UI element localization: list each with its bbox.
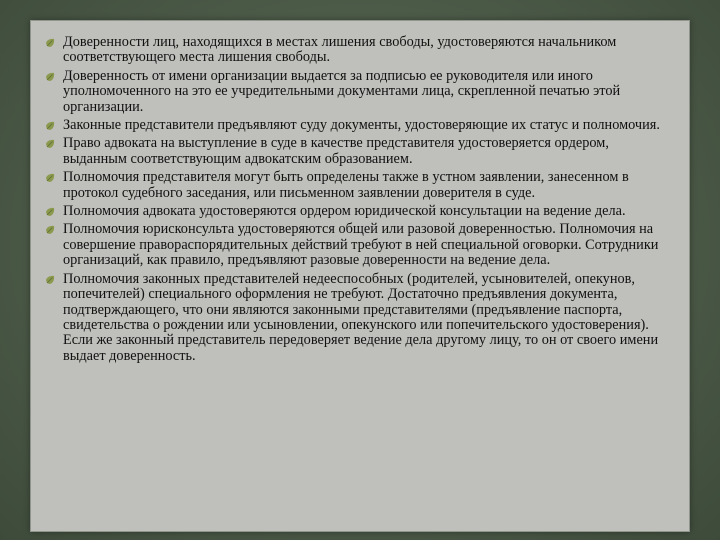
leaf-bullet-icon — [45, 121, 55, 131]
list-item — [43, 272, 673, 364]
list-item-text: Доверенности лиц, находящихся в местах лишения свободы, удостоверяются начальником соответствующего места лишения свободы. — [63, 34, 617, 66]
list-item-text: Полномочия юрисконсульта удостоверяются общей или разовой доверенностью. Полномочия на совершение правораспорядительных действий требуют в ней специальной оговорки. Сотрудники организаций, как правило, предъявляют разовые доверенности на ведение дела. — [63, 221, 659, 269]
leaf-bullet-icon — [45, 139, 55, 149]
list-item-text: Полномочия адвоката удостоверяются ордером юридической консультации на ведение дела. — [63, 203, 626, 220]
bullet-list — [43, 35, 673, 364]
list-item-text: Полномочия законных представителей недееспособных (родителей, усыновителей, опекунов, попечителей) специального оформления не требуют. Достаточно предъявления документа, подтверждающего, что они являются законными представителями (предъявление паспорта, свидетельства о рождении или усыновлении, опекунского или попечительского удостоверения). Если же законный представитель передоверяет ведение дела другому лицу, то он от своего имени выдает доверенность. — [63, 270, 659, 364]
leaf-bullet-icon — [45, 275, 55, 285]
list-item — [43, 35, 673, 66]
leaf-bullet-icon — [45, 207, 55, 217]
leaf-bullet-icon — [45, 225, 55, 235]
content-panel — [30, 20, 690, 532]
list-item-text: Полномочия представителя могут быть определены также в устном заявлении, занесенном в протокол судебного заседания, или письменном заявлении доверителя в суде. — [63, 169, 629, 201]
list-item-text: Доверенность от имени организации выдается за подписью ее руководителя или иного уполномоченного на это ее учредительными документами лица, скрепленной печатью этой организации. — [63, 67, 621, 115]
list-item — [43, 69, 673, 115]
list-item-text: Законные представители предъявляют суду документы, удостоверяющие их статус и полномочия. — [63, 117, 660, 134]
leaf-bullet-icon — [45, 72, 55, 82]
list-item — [43, 222, 673, 268]
list-item — [43, 118, 673, 133]
list-item — [43, 136, 673, 167]
leaf-bullet-icon — [45, 38, 55, 48]
leaf-bullet-icon — [45, 173, 55, 183]
list-item — [43, 204, 673, 219]
list-item-text: Право адвоката на выступление в суде в качестве представителя удостоверяется ордером, выданным соответствующим адвокатским образованием. — [63, 135, 609, 167]
list-item — [43, 170, 673, 201]
